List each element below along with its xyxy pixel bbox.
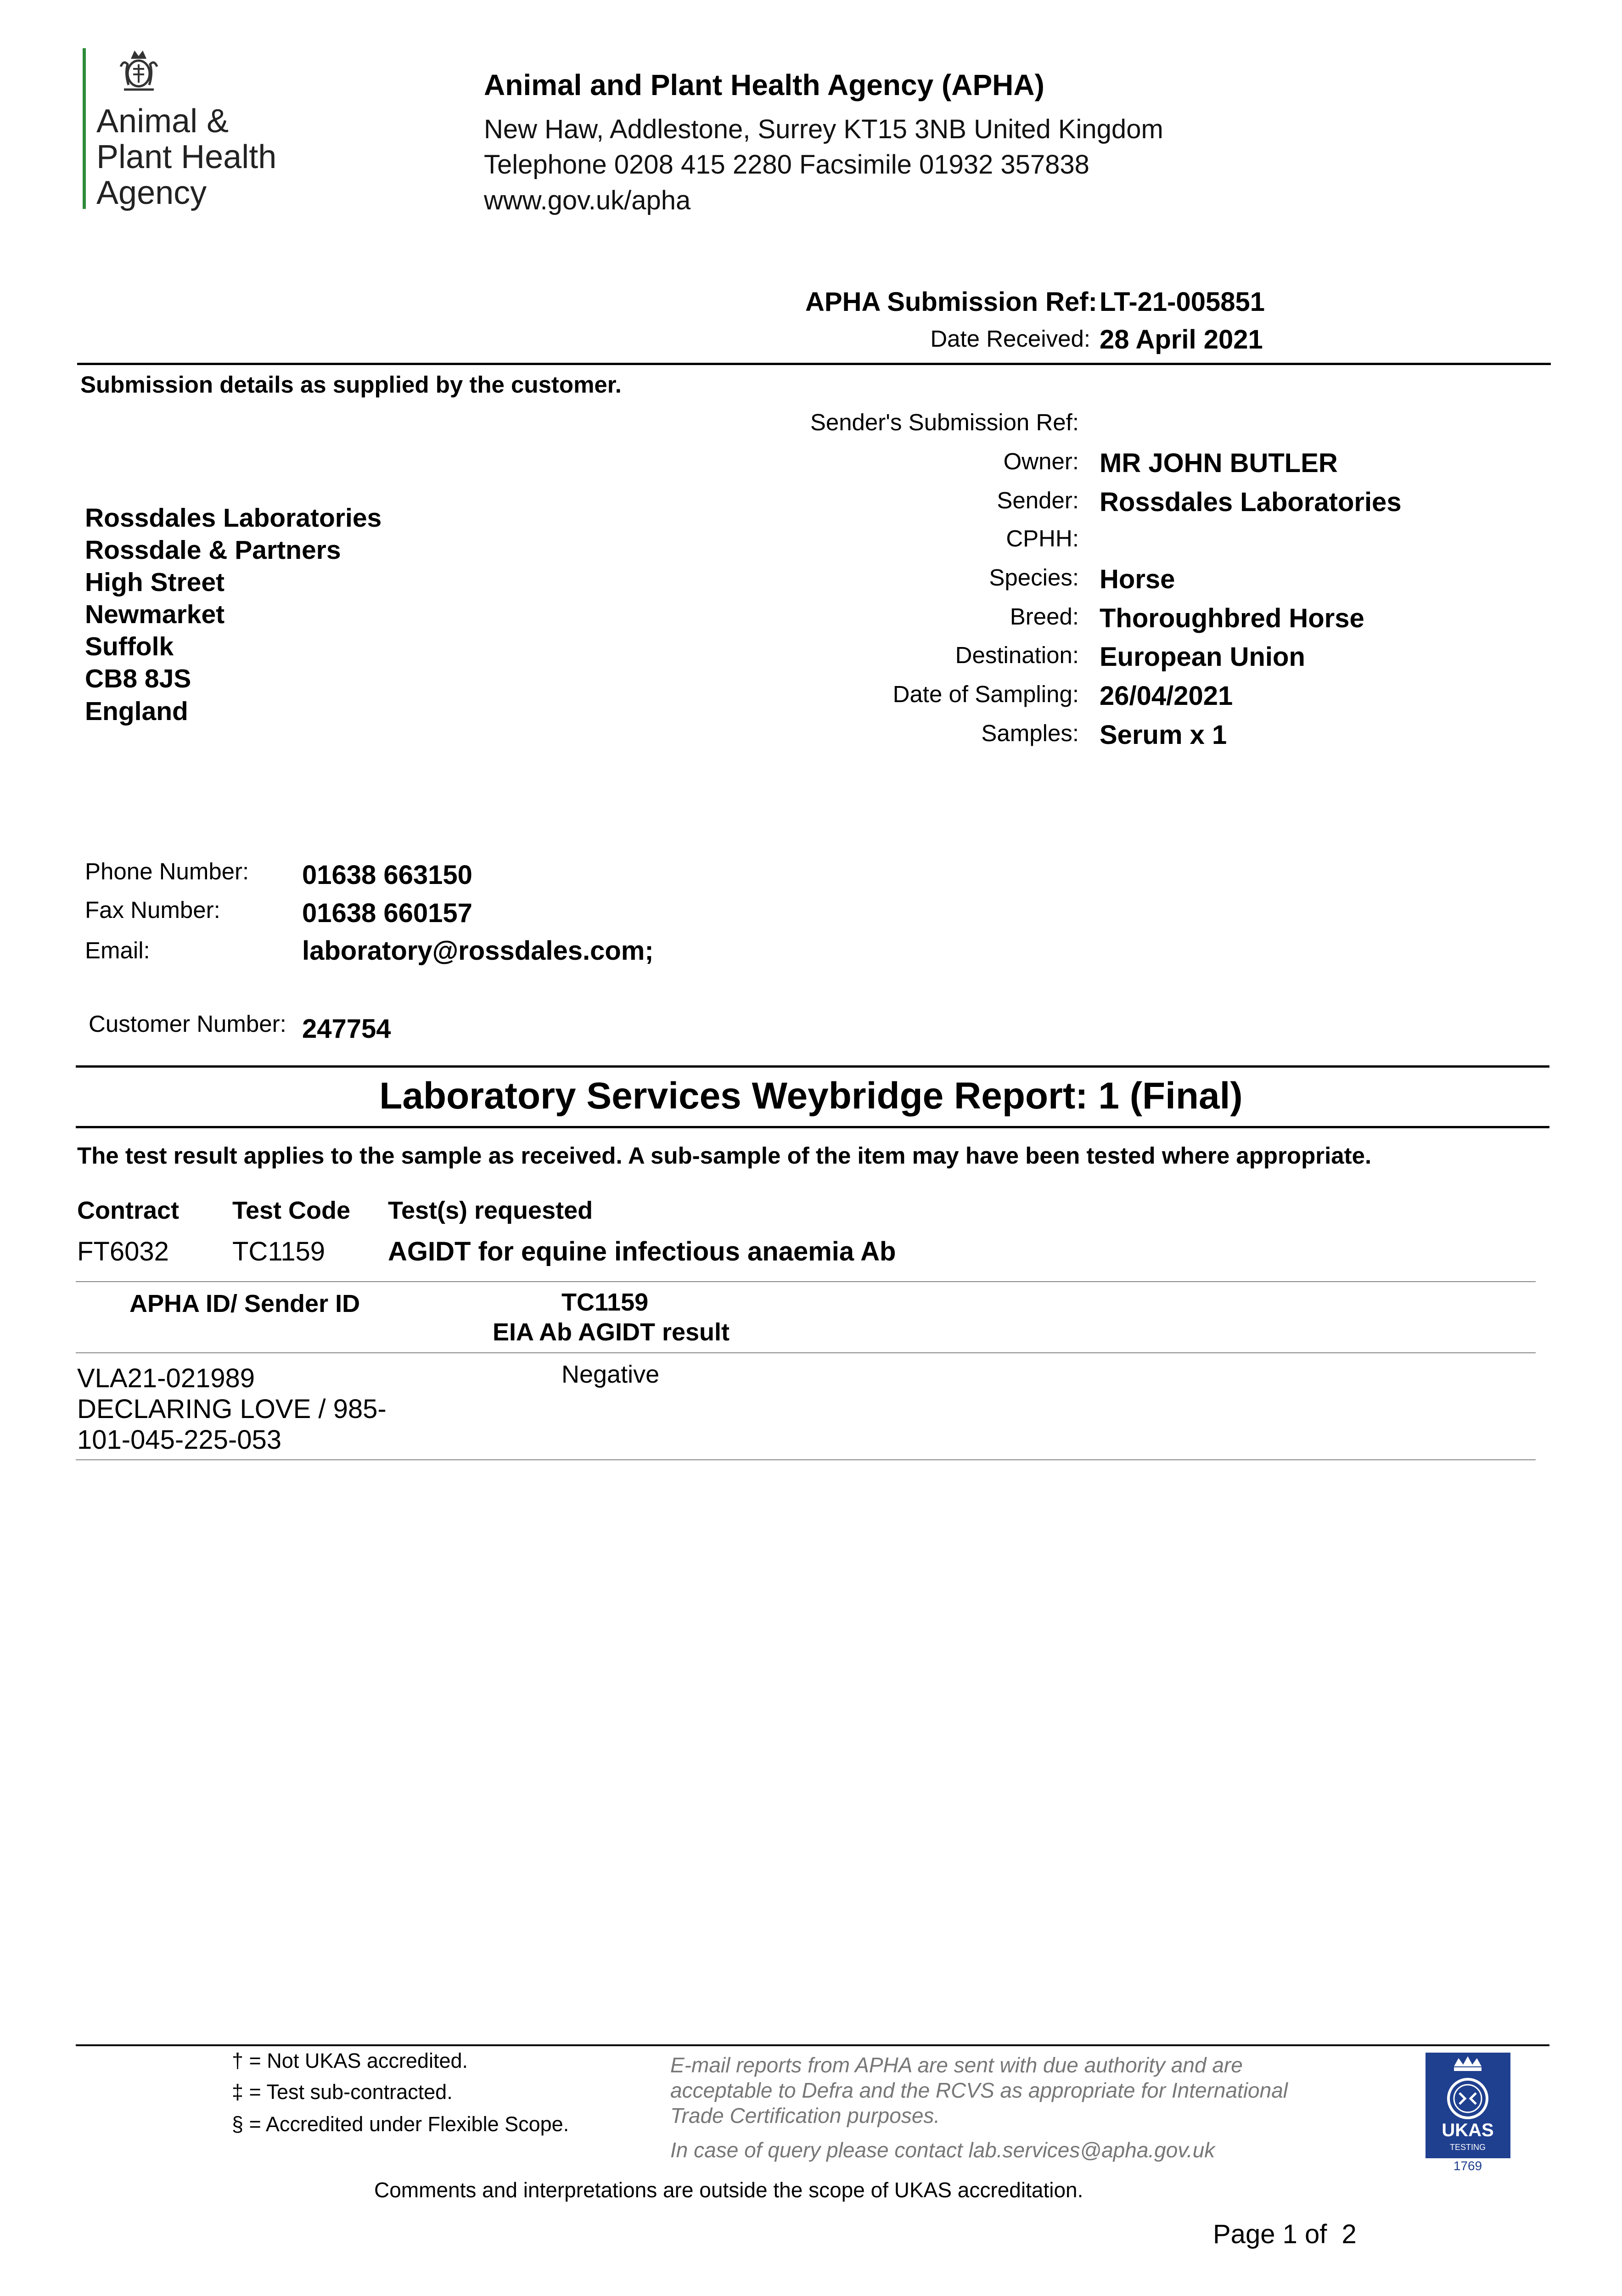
ukas-sub: TESTING (1449, 2143, 1486, 2152)
royal-coat-of-arms-icon (117, 46, 161, 94)
divider (76, 1281, 1536, 1282)
email-note-line-3: Trade Certification purposes. (670, 2104, 940, 2127)
report-note: The test result applies to the sample as received. A sub-sample of the item may have been tested where appropriate. (77, 1142, 1372, 1169)
email-note-line-1: E-mail reports from APHA are sent with due authority and are (670, 2053, 1243, 2077)
address-line-2: Rossdale & Partners (85, 535, 341, 565)
fax-value: 01638 660157 (302, 898, 472, 928)
logo-text-line-2: Plant Health (96, 139, 277, 175)
divider (76, 2044, 1549, 2046)
phone-label: Phone Number: (85, 858, 249, 884)
phone-value: 01638 663150 (302, 860, 472, 890)
detail-label-sender-ref: Sender's Submission Ref: (810, 409, 1079, 435)
detail-value-date-of-sampling: 26/04/2021 (1100, 681, 1233, 711)
customer-number-value: 247754 (302, 1014, 391, 1044)
agency-name: Animal and Plant Health Agency (APHA) (484, 68, 1044, 101)
submission-details-heading: Submission details as supplied by the customer. (80, 371, 622, 398)
detail-label-breed: Breed: (1010, 603, 1079, 630)
detail-label-sender: Sender: (997, 487, 1079, 513)
detail-value-samples: Serum x 1 (1100, 720, 1227, 750)
cell-contract: FT6032 (77, 1237, 169, 1266)
logo-bar (83, 48, 86, 209)
divider (76, 1126, 1549, 1128)
result-id-line-2: DECLARING LOVE / 985- (77, 1394, 387, 1424)
agency-website: www.gov.uk/apha (484, 186, 691, 215)
customer-number-label: Customer Number: (89, 1011, 286, 1037)
email-note-line-2: acceptable to Defra and the RCVS as appropriate for International (670, 2078, 1288, 2102)
detail-value-sender: Rossdales Laboratories (1100, 487, 1402, 517)
detail-label-owner: Owner: (1003, 448, 1079, 474)
report-title: Laboratory Services Weybridge Report: 1 (Final) (379, 1075, 1243, 1117)
fax-label: Fax Number: (85, 897, 220, 923)
query-contact: In case of query please contact lab.services@apha.gov.uk (670, 2138, 1215, 2162)
submission-ref-value: LT-21-005851 (1100, 287, 1265, 317)
detail-value-owner: MR JOHN BUTLER (1100, 448, 1338, 478)
ukas-number: 1769 (1453, 2159, 1482, 2173)
detail-label-destination: Destination: (955, 642, 1079, 668)
agency-address: New Haw, Addlestone, Surrey KT15 3NB United Kingdom (484, 114, 1163, 144)
page-number: Page 1 of 2 (1213, 2219, 1357, 2249)
result-value: Negative (561, 1361, 660, 1388)
address-line-3: High Street (85, 568, 225, 597)
email-label: Email: (85, 937, 150, 963)
ukas-label: UKAS (1442, 2120, 1494, 2140)
header-apha-id: APHA ID/ Sender ID (129, 1290, 360, 1317)
agency-telephone: Telephone 0208 415 2280 Facsimile 01932 357838 (484, 150, 1089, 180)
detail-value-species: Horse (1100, 564, 1175, 594)
header-test-code: Test Code (232, 1197, 351, 1224)
footnote-not-accredited: † = Not UKAS accredited. (232, 2049, 468, 2072)
header-result-code: TC1159 (561, 1289, 649, 1316)
divider (76, 1352, 1536, 1353)
result-id-line-3: 101-045-225-053 (77, 1425, 282, 1455)
detail-label-cphh: CPHH: (1006, 525, 1079, 551)
date-received-value: 28 April 2021 (1100, 325, 1263, 355)
address-line-6: CB8 8JS (85, 664, 191, 693)
detail-label-date-of-sampling: Date of Sampling: (892, 681, 1079, 707)
ukas-testing-logo (1426, 2053, 1510, 2174)
cell-tests-requested: AGIDT for equine infectious anaemia Ab (388, 1237, 896, 1266)
header-contract: Contract (77, 1197, 180, 1224)
submission-ref-label: APHA Submission Ref: (805, 287, 1097, 317)
result-id-line-1: VLA21-021989 (77, 1363, 255, 1393)
date-received-label: Date Received: (930, 326, 1090, 352)
logo-text-line-1: Animal & (96, 103, 229, 140)
divider (77, 363, 1551, 365)
detail-label-samples: Samples: (981, 720, 1079, 746)
detail-label-species: Species: (989, 564, 1079, 591)
header-tests-requested: Test(s) requested (388, 1197, 593, 1224)
detail-value-destination: European Union (1100, 642, 1305, 672)
email-value: laboratory@rossdales.com; (302, 936, 654, 966)
address-line-4: Newmarket (85, 600, 225, 629)
detail-value-breed: Thoroughbred Horse (1100, 603, 1364, 633)
cell-test-code: TC1159 (232, 1237, 326, 1266)
logo-text-line-3: Agency (96, 174, 207, 211)
address-line-5: Suffolk (85, 632, 174, 661)
comments-disclaimer: Comments and interpretations are outside the scope of UKAS accreditation. (374, 2178, 1083, 2202)
footnote-flexible-scope: § = Accredited under Flexible Scope. (232, 2112, 569, 2136)
divider (76, 1065, 1549, 1068)
header-result-name: EIA Ab AGIDT result (493, 1318, 730, 1346)
footnote-sub-contracted: ‡ = Test sub-contracted. (232, 2080, 453, 2104)
divider (76, 1459, 1536, 1460)
address-line-1: Rossdales Laboratories (85, 503, 382, 533)
address-line-7: England (85, 697, 188, 726)
